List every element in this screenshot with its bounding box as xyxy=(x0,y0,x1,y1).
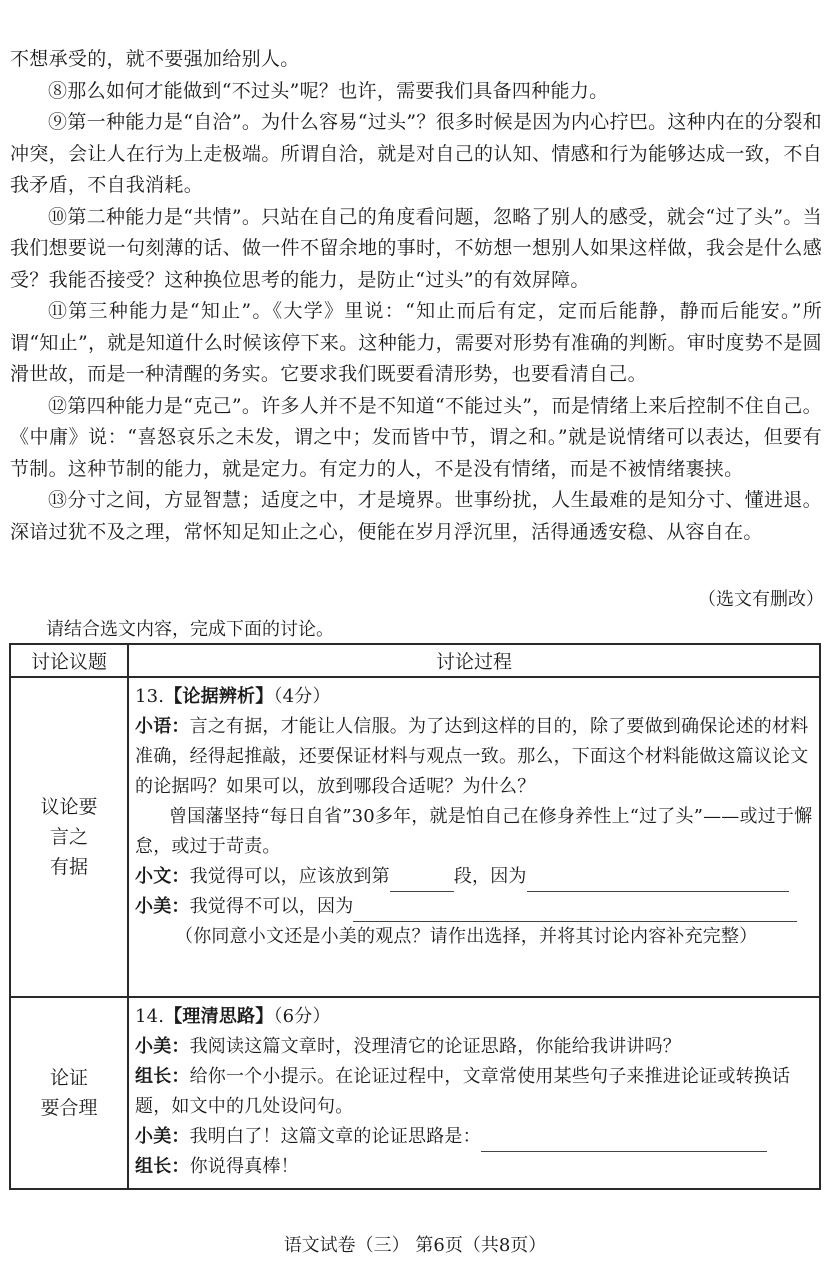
speaker-text: 我阅读这篇文章时，没理清它的论证思路，你能给我讲讲吗？ xyxy=(189,1036,682,1057)
speaker-name: 组长： xyxy=(135,1066,190,1087)
paragraph-7-end: 不想承受的，就不要强加给别人。 xyxy=(10,48,300,70)
question-14-heading xyxy=(135,1002,813,1032)
speaker-text: 你说得真棒！ xyxy=(189,1156,299,1177)
topic-reasoning xyxy=(10,997,128,1189)
speaker-xiaoyu xyxy=(135,712,813,802)
question-title: 【理清思路】 xyxy=(164,1006,274,1027)
question-13 xyxy=(128,677,820,997)
topic-line: 议论要 xyxy=(40,796,98,818)
source-note: （选文有删改） xyxy=(698,589,824,610)
answer-blank-reason[interactable] xyxy=(353,901,797,922)
paragraph-11: ⑪第三种能力是“知止”。《大学》里说：“知止而后有定，定而后能静，静而后能安。”所谓“知止”，就是知道什么时候该停下来。这种能力，需要对形势有准确的判断。审时度势不是圆滑世故，而是一种清醒的务实。它要求我们既要看清形势，也要看清自己。 xyxy=(10,300,822,385)
table-row xyxy=(10,677,820,997)
speaker-leader xyxy=(135,1152,813,1182)
topic-line: 论证 xyxy=(49,1067,88,1089)
question-number: 13. xyxy=(135,686,165,707)
speaker-name: 小美： xyxy=(135,1126,190,1147)
speaker-text: 我觉得不可以，因为 xyxy=(189,896,354,917)
instruction-text: 请结合选文内容，完成下面的讨论。 xyxy=(46,619,334,640)
paragraph-8: ⑧那么如何才能做到“不过头”呢？也许，需要我们具备四种能力。 xyxy=(48,79,609,102)
speaker-xiaowen xyxy=(135,862,813,892)
paragraph-9: ⑨第一种能力是“自洽”。为什么容易“过头”？很多时候是因为内心拧巴。这种内在的分裂和冲突，会让人在行为上走极端。所谓自洽，就是对自己的认知、情感和行为能够达成一致，不自我矛盾，不自我消耗。 xyxy=(10,111,822,196)
answer-blank-paragraph[interactable] xyxy=(390,871,454,892)
speaker-name: 小美： xyxy=(135,896,190,917)
question-title: 【论据辨析】 xyxy=(164,686,274,707)
speaker-name: 小美： xyxy=(135,1036,190,1057)
speaker-text: 段，因为 xyxy=(453,866,527,887)
speaker-text: 给你一个小提示。在论证过程中，文章常使用某些句子来推进论证或转换话题，如文中的几处设问句。 xyxy=(135,1066,791,1117)
speaker-name: 组长： xyxy=(135,1156,190,1177)
instruction-note: （你同意小文还是小美的观点？请作出选择，并将其讨论内容补充完整） xyxy=(175,926,758,947)
topic-line: 有据 xyxy=(49,856,88,878)
header-topic: 讨论议题 xyxy=(10,644,128,677)
reading-passage xyxy=(10,44,822,548)
speaker-leader xyxy=(135,1062,813,1122)
speaker-xiaomei xyxy=(135,1032,813,1062)
question-number: 14. xyxy=(135,1006,165,1027)
speaker-text: 我明白了！这篇文章的论证思路是： xyxy=(189,1126,481,1147)
speaker-text: 我觉得可以，应该放到第 xyxy=(189,866,390,887)
paragraph-12: ⑫第四种能力是“克己”。许多人并不是不知道“不能过头”，而是情绪上来后控制不住自己。《中庸》说：“喜怒哀乐之未发，谓之中；发而皆中节，谓之和。”就是说情绪可以表达，但要有节制。这种节制的能力，就是定力。有定力的人，不是没有情绪，而是不被情绪裹挟。 xyxy=(10,394,822,480)
topic-evidence xyxy=(10,677,128,997)
evidence-material: 曾国藩坚持“每日自省”30多年，就是怕自己在修身养性上“过了头”——或过于懈怠，或过于苛责。 xyxy=(135,806,813,857)
table-row xyxy=(10,997,820,1189)
answer-blank-reasoning[interactable] xyxy=(481,1131,767,1152)
speaker-text: 言之有据，才能让人信服。为了达到这样的目的，除了要做到确保论述的材料准确，经得起推敲，还要保证材料与观点一致。那么，下面这个材料能做这篇议论文的论据吗？如果可以，放到哪段合适呢？为什么？ xyxy=(135,716,809,797)
question-score: （4分） xyxy=(273,686,331,707)
topic-line: 要合理 xyxy=(40,1097,98,1119)
question-13-heading xyxy=(135,682,813,712)
speaker-name: 小文： xyxy=(135,866,190,887)
question-score: （6分） xyxy=(273,1006,331,1027)
paragraph-13: ⑬分寸之间，方显智慧；适度之中，才是境界。世事纷扰，人生最难的是知分寸、懂进退。深谙过犹不及之理，常怀知足知止之心，便能在岁月浮沉里，活得通透安稳、从容自在。 xyxy=(10,489,822,543)
speaker-name: 小语： xyxy=(135,716,190,737)
question-14 xyxy=(128,997,820,1189)
answer-blank-reason[interactable] xyxy=(527,871,789,892)
page-footer: 语文试卷（三） 第6页（共8页） xyxy=(283,1235,547,1256)
speaker-xiaomei xyxy=(135,1122,813,1152)
discussion-table xyxy=(9,643,821,1190)
topic-line: 言之 xyxy=(49,826,88,848)
table-header-row xyxy=(10,644,820,677)
header-process: 讨论过程 xyxy=(128,644,820,677)
paragraph-10: ⑩第二种能力是“共情”。只站在自己的角度看问题，忽略了别人的感受，就会“过了头”。当我们想要说一句刻薄的话、做一件不留余地的事时，不妨想一想别人如果这样做，我会是什么感受？我能否接受？这种换位思考的能力，是防止“过头”的有效屏障。 xyxy=(10,205,822,291)
speaker-xiaomei xyxy=(135,892,813,922)
